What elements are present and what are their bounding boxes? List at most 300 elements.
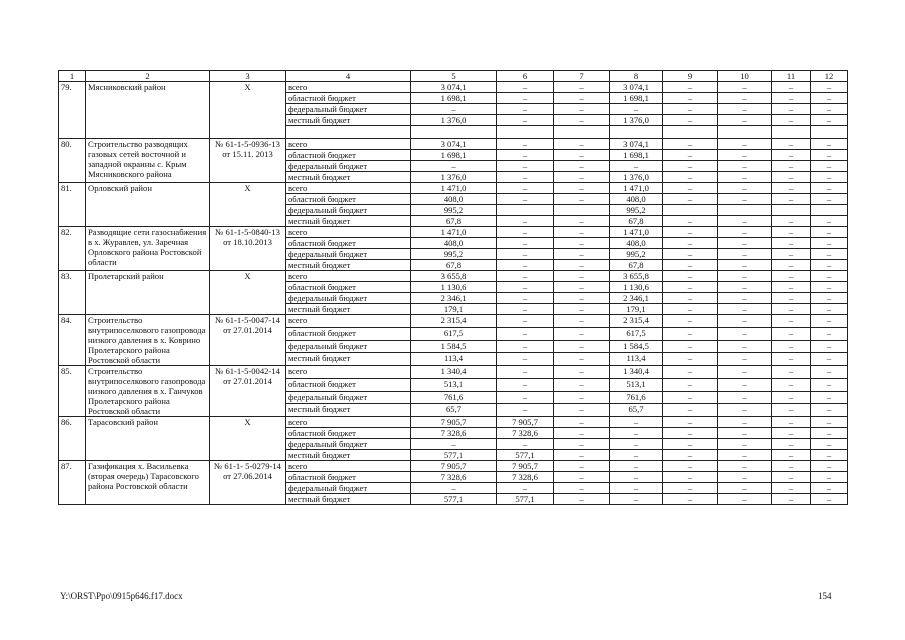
value-total: – [411,104,497,115]
value-col6: – [497,249,554,260]
value-col11: – [772,150,811,161]
funding-source: федеральный бюджет [286,483,411,494]
object-name: Газификация х. Васильевка (вторая очередь) Тарасовского района Ростовской области [86,461,210,505]
value-total: 3 655,8 [411,271,497,282]
value-col12: – [811,304,848,315]
object-name: Орловский район [86,183,210,227]
value-col6: – [497,439,554,450]
value-col11: – [772,428,811,439]
value-col8: 617,5 [610,327,663,340]
value-col9: – [663,161,718,172]
value-total: 3 074,1 [411,82,497,93]
value-total: 617,5 [411,327,497,340]
value-col6: 577,1 [497,450,554,461]
value-col10: – [718,391,772,404]
funding-source: местный бюджет [286,450,411,461]
table-row [59,82,848,93]
value-col12: – [811,161,848,172]
value-col8: 995,2 [610,249,663,260]
column-header: 11 [772,71,811,82]
column-header: 6 [497,71,554,82]
row-number: 81. [59,183,86,227]
funding-source: областной бюджет [286,327,411,340]
value-col12: – [811,238,848,249]
funding-source: федеральный бюджет [286,205,411,216]
value-col10: – [718,238,772,249]
empty-cell [411,126,497,139]
value-col12: – [811,340,848,353]
value-col9: – [663,139,718,150]
value-total: 7 905,7 [411,461,497,472]
value-col7: – [554,93,610,104]
value-total: 995,2 [411,205,497,216]
value-col8: 2 315,4 [610,315,663,328]
value-col8: 408,0 [610,238,663,249]
value-col8: 2 346,1 [610,293,663,304]
table-row [59,461,848,472]
value-col11: – [772,104,811,115]
value-col6: – [497,161,554,172]
value-col12: – [811,353,848,366]
value-col6: – [497,366,554,379]
funding-source: областной бюджет [286,194,411,205]
value-col12 [811,205,848,216]
value-col12: – [811,461,848,472]
funding-source: местный бюджет [286,353,411,366]
table-row [59,183,848,194]
value-col7: – [554,366,610,379]
document-ref: № 61-1-5-0047-14 от 27.01.2014 [210,315,286,366]
value-col10: – [718,282,772,293]
value-col8: 179,1 [610,304,663,315]
value-col12: – [811,378,848,391]
column-header: 9 [663,71,718,82]
value-col6: – [497,115,554,126]
value-total: 1 376,0 [411,172,497,183]
value-col10: – [718,161,772,172]
value-col11: – [772,139,811,150]
value-col8: – [610,483,663,494]
value-col9: – [663,327,718,340]
object-name: Строительство внутрипоселкового газопровода низкого давления в х. Ганчуков Пролетарского района Ростовской области [86,366,210,417]
value-col7: – [554,391,610,404]
value-col11: – [772,404,811,417]
value-col10: – [718,340,772,353]
table-row [59,366,848,379]
value-total: 67,8 [411,216,497,227]
value-col9: – [663,417,718,428]
value-col7: – [554,104,610,115]
funding-source: всего [286,417,411,428]
value-col11: – [772,472,811,483]
value-col9: – [663,249,718,260]
value-col6: – [497,483,554,494]
value-col11: – [772,293,811,304]
row-number: 83. [59,271,86,315]
value-col7: – [554,172,610,183]
value-col10: – [718,494,772,505]
object-name: Строительство внутрипоселкового газопровода низкого давления в х. Коврино Пролетарского района Ростовской области [86,315,210,366]
value-col12: – [811,404,848,417]
funding-source: федеральный бюджет [286,249,411,260]
funding-source: федеральный бюджет [286,161,411,172]
value-total: 3 074,1 [411,139,497,150]
funding-source: местный бюджет [286,172,411,183]
value-col8: 1 698,1 [610,150,663,161]
value-total: 65,7 [411,404,497,417]
value-col11: – [772,417,811,428]
value-col6: – [497,139,554,150]
value-total: 7 328,6 [411,472,497,483]
funding-source: местный бюджет [286,260,411,271]
value-col9: – [663,82,718,93]
value-col9: – [663,216,718,227]
value-col12: – [811,172,848,183]
document-ref: Х [210,271,286,315]
value-col10: – [718,216,772,227]
funding-source: всего [286,82,411,93]
value-total: 995,2 [411,249,497,260]
value-col11: – [772,227,811,238]
value-col9: – [663,315,718,328]
value-col11: – [772,494,811,505]
value-col10: – [718,461,772,472]
value-col7: – [554,293,610,304]
value-col10: – [718,150,772,161]
value-col9: – [663,461,718,472]
row-number: 85. [59,366,86,417]
value-col6: 7 328,6 [497,428,554,439]
value-col6: – [497,227,554,238]
value-col11: – [772,172,811,183]
value-col7: – [554,304,610,315]
value-col8: 3 074,1 [610,139,663,150]
empty-cell [718,126,772,139]
object-name: Разводящие сети газоснабжения в х. Журавлев, ул. Заречная Орловского района Ростовской области [86,227,210,271]
value-total: 7 905,7 [411,417,497,428]
column-header: 7 [554,71,610,82]
value-col10: – [718,194,772,205]
value-col10: – [718,82,772,93]
funding-source: федеральный бюджет [286,391,411,404]
table-row [59,227,848,238]
value-col7: – [554,494,610,505]
value-total: 67,8 [411,260,497,271]
value-col9: – [663,428,718,439]
funding-source: всего [286,315,411,328]
value-col9: – [663,282,718,293]
value-col7: – [554,404,610,417]
value-col9: – [663,183,718,194]
page-number: 154 [818,591,832,601]
object-name: Пролетарский район [86,271,210,315]
value-total: 1 471,0 [411,227,497,238]
value-col11: – [772,483,811,494]
value-col9: – [663,238,718,249]
value-total: 513,1 [411,378,497,391]
value-col8: 761,6 [610,391,663,404]
funding-source: всего [286,183,411,194]
value-col10: – [718,353,772,366]
value-col11: – [772,353,811,366]
value-col6: – [497,404,554,417]
value-col9: – [663,472,718,483]
value-col6: – [497,183,554,194]
empty-cell [610,126,663,139]
value-col10: – [718,293,772,304]
value-col11: – [772,461,811,472]
value-col9: – [663,378,718,391]
value-col11: – [772,93,811,104]
value-col12: – [811,216,848,227]
funding-source: всего [286,227,411,238]
value-total: 7 328,6 [411,428,497,439]
empty-cell [772,126,811,139]
column-header: 12 [811,71,848,82]
document-page [58,70,847,505]
column-header: 1 [59,71,86,82]
value-col7: – [554,378,610,391]
value-col11 [772,205,811,216]
value-col8: 995,2 [610,205,663,216]
funding-source: всего [286,461,411,472]
value-col8: – [610,428,663,439]
value-col6: 7 328,6 [497,472,554,483]
value-col7: – [554,238,610,249]
value-col7: – [554,161,610,172]
empty-cell [663,126,718,139]
value-col10: – [718,93,772,104]
funding-source: федеральный бюджет [286,104,411,115]
value-col10: – [718,227,772,238]
value-total: 2 315,4 [411,315,497,328]
value-col6: – [497,271,554,282]
value-col6: – [497,82,554,93]
value-col11: – [772,304,811,315]
value-col6: 7 905,7 [497,461,554,472]
value-col11: – [772,249,811,260]
value-col11: – [772,439,811,450]
value-col6: – [497,172,554,183]
value-col10: – [718,260,772,271]
value-col6: – [497,93,554,104]
table-row [59,139,848,150]
value-col6: – [497,315,554,328]
value-col8: 3 655,8 [610,271,663,282]
value-col9: – [663,93,718,104]
value-total: 408,0 [411,238,497,249]
value-col7: – [554,483,610,494]
value-col11: – [772,271,811,282]
value-col9: – [663,115,718,126]
funding-source: областной бюджет [286,150,411,161]
value-total: 179,1 [411,304,497,315]
value-col8: 1 130,6 [610,282,663,293]
funding-source: местный бюджет [286,404,411,417]
value-col7: – [554,82,610,93]
funding-source: всего [286,139,411,150]
table-row [59,417,848,428]
value-col7: – [554,282,610,293]
value-col12: – [811,293,848,304]
value-col10: – [718,104,772,115]
value-col12: – [811,271,848,282]
value-col6: – [497,378,554,391]
value-col7: – [554,353,610,366]
empty-cell [554,126,610,139]
value-col8: 1 698,1 [610,93,663,104]
value-col6: – [497,327,554,340]
value-col12: – [811,417,848,428]
value-col8: 67,8 [610,260,663,271]
funding-source: областной бюджет [286,378,411,391]
value-total: – [411,161,497,172]
value-col8: – [610,417,663,428]
value-col11: – [772,183,811,194]
value-col9: – [663,172,718,183]
value-total: 1 471,0 [411,183,497,194]
value-col12: – [811,315,848,328]
value-col10: – [718,139,772,150]
value-total: 1 340,4 [411,366,497,379]
value-col12: – [811,139,848,150]
value-col10: – [718,304,772,315]
value-col9: – [663,227,718,238]
funding-source: местный бюджет [286,494,411,505]
document-ref: № 61-1- 5-0279-14 от 27.06.2014 [210,461,286,505]
empty-cell [286,126,411,139]
row-number: 80. [59,139,86,183]
value-total: 577,1 [411,450,497,461]
value-col12: – [811,472,848,483]
value-col6: – [497,391,554,404]
column-header: 8 [610,71,663,82]
value-col6: – [497,282,554,293]
funding-source: областной бюджет [286,238,411,249]
value-col12: – [811,183,848,194]
value-col8: 513,1 [610,378,663,391]
table-row [59,271,848,282]
value-col6: – [497,260,554,271]
value-col10: – [718,417,772,428]
value-col7: – [554,139,610,150]
value-total: 1 376,0 [411,115,497,126]
value-col8: – [610,104,663,115]
value-col8: – [610,161,663,172]
value-col9: – [663,483,718,494]
value-col9: – [663,353,718,366]
value-col12: – [811,327,848,340]
value-col10: – [718,472,772,483]
value-col7: – [554,450,610,461]
value-col6: – [497,238,554,249]
value-col7: – [554,115,610,126]
value-col12: – [811,82,848,93]
document-ref: Х [210,417,286,461]
value-col7: – [554,472,610,483]
value-total: 761,6 [411,391,497,404]
value-col8: 1 471,0 [610,183,663,194]
value-col10: – [718,327,772,340]
row-number: 87. [59,461,86,505]
value-col10: – [718,428,772,439]
value-col7: – [554,315,610,328]
value-col12: – [811,494,848,505]
value-col6: – [497,340,554,353]
value-col10: – [718,404,772,417]
value-col6: – [497,194,554,205]
value-col7: – [554,260,610,271]
value-col8: 65,7 [610,404,663,417]
value-total: 577,1 [411,494,497,505]
empty-cell [811,126,848,139]
value-total: 2 346,1 [411,293,497,304]
value-col11: – [772,260,811,271]
value-col7: – [554,271,610,282]
value-col7 [554,205,610,216]
row-number: 82. [59,227,86,271]
value-col10: – [718,439,772,450]
value-col10: – [718,115,772,126]
budget-table [58,70,848,505]
value-col12: – [811,104,848,115]
document-ref: Х [210,82,286,139]
funding-source: областной бюджет [286,472,411,483]
value-col6: – [497,150,554,161]
value-total: 1 584,5 [411,340,497,353]
value-col7: – [554,183,610,194]
funding-source: местный бюджет [286,216,411,227]
value-col12: – [811,483,848,494]
value-col9: – [663,104,718,115]
value-col8: 1 376,0 [610,172,663,183]
value-col9: – [663,293,718,304]
table-row [59,315,848,328]
value-col12: – [811,249,848,260]
object-name: Тарасовский район [86,417,210,461]
funding-source: федеральный бюджет [286,340,411,353]
object-name: Мясниковский район [86,82,210,139]
value-col8: 67,8 [610,216,663,227]
value-col8: 1 376,0 [610,115,663,126]
value-col6: – [497,293,554,304]
value-col12: – [811,450,848,461]
header-row [59,71,848,82]
value-total: 408,0 [411,194,497,205]
value-col9: – [663,404,718,417]
value-col8: 1 340,4 [610,366,663,379]
row-number: 86. [59,417,86,461]
value-col7: – [554,194,610,205]
value-total: 113,4 [411,353,497,366]
empty-cell [497,126,554,139]
document-ref: Х [210,183,286,227]
object-name: Строительство разводящих газовых сетей восточной и западной окраины с. Крым Мясниковского района [86,139,210,183]
value-col7: – [554,428,610,439]
value-col12: – [811,439,848,450]
value-col11: – [772,391,811,404]
value-col8: 408,0 [610,194,663,205]
value-col12: – [811,150,848,161]
value-col8: 113,4 [610,353,663,366]
funding-source: местный бюджет [286,304,411,315]
value-col11: – [772,378,811,391]
value-col7: – [554,439,610,450]
value-col12: – [811,282,848,293]
value-col9: – [663,391,718,404]
value-col9 [663,205,718,216]
value-total: – [411,439,497,450]
